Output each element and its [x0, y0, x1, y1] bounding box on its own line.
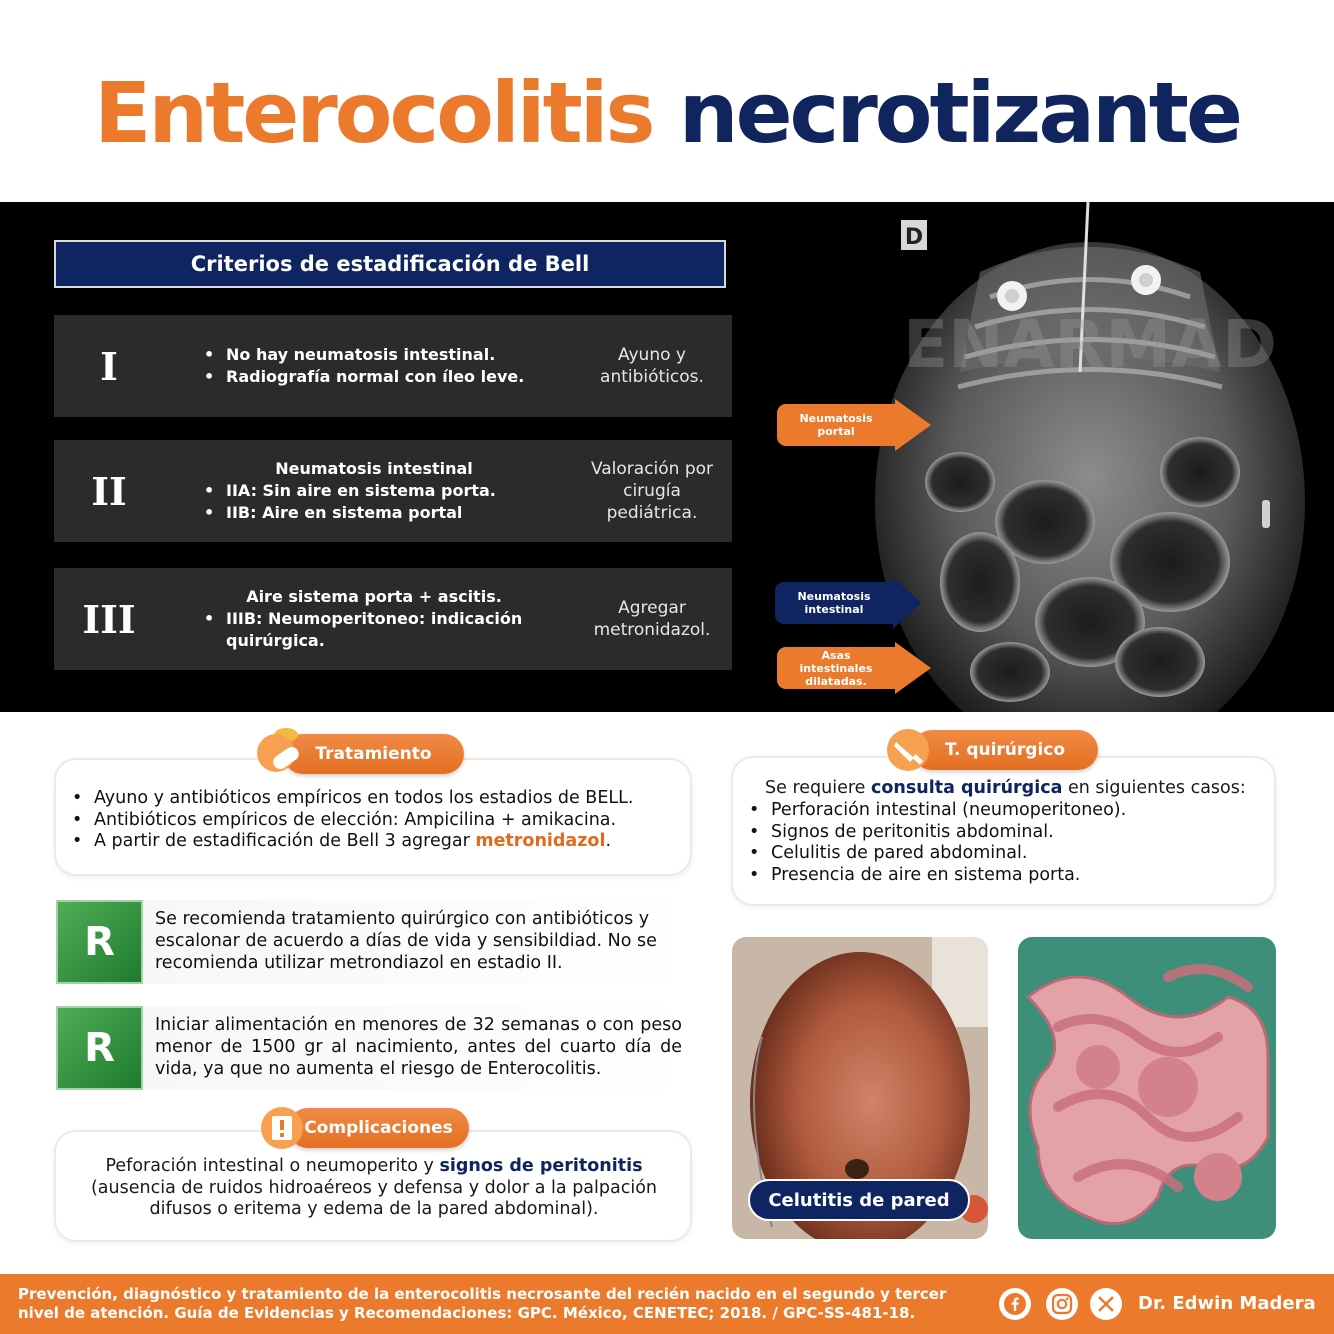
instagram-icon[interactable] — [1046, 1288, 1078, 1320]
treatment-item: • Antibióticos empíricos de elección: Ampicilina + amikacina. — [72, 810, 682, 832]
stage-action: Ayuno y antibióticos. — [600, 345, 704, 387]
surgical-list — [749, 800, 1269, 886]
footer — [0, 1274, 1334, 1334]
surgical-intro — [765, 778, 1246, 800]
stage-bullet: • IIA: Sin aire en sistema porta. — [204, 480, 584, 502]
bell-criteria-header: Criterios de estadificación de Bell — [54, 240, 726, 288]
surgical-label: T. quirúrgico — [912, 730, 1098, 770]
stage-description — [204, 568, 584, 670]
page-title — [0, 58, 1334, 168]
photo-label: Celutitis de pared — [748, 1179, 970, 1221]
surgical-item: • Perforación intestinal (neumoperitoneo). — [749, 800, 1269, 822]
treatment-box — [54, 758, 692, 876]
metronidazol-highlight: metronidazol — [475, 831, 606, 851]
treatment-item: • Ayuno y antibióticos empíricos en todos los estadios de BELL. — [72, 788, 682, 810]
warning-doc-icon — [258, 1106, 306, 1150]
title-part-2: necrotizante — [678, 64, 1240, 162]
callout-label: Neumatosis portal — [777, 404, 895, 446]
stage-bullet: • IIIB: Neumoperitoneo: indicación quirúrgica. — [204, 608, 584, 652]
stage-numeral: III — [82, 596, 136, 642]
stage-description — [204, 315, 584, 417]
callout-neumatosis-portal — [777, 404, 931, 446]
x-icon[interactable] — [1090, 1288, 1122, 1320]
callout-neumatosis-intestinal — [775, 582, 921, 624]
surgical-intro-suffix: en siguientes casos: — [1062, 778, 1246, 798]
stage-action: Agregar metronidazol. — [593, 598, 711, 640]
complications-text — [76, 1156, 672, 1221]
recommendation-2 — [56, 1006, 692, 1090]
footer-reference: Prevención, diagnóstico y tratamiento de la enterocolitis necrosante del recién nacido en el segundo y tercer nivel de atención. Guía de Evidencias y Recomendaciones: GPC. México, CENETEC; 2018. / GPC-SS-481-18. — [18, 1285, 947, 1322]
peritonitis-highlight: signos de peritonitis — [439, 1156, 643, 1176]
treatment-item-text: A partir de estadificación de Bell 3 agregar — [94, 831, 476, 851]
complications-label: Complicaciones — [288, 1108, 469, 1148]
author-name: Dr. Edwin Madera — [1138, 1293, 1316, 1314]
bell-stage-2 — [54, 440, 732, 542]
stage-bullet: • IIB: Aire en sistema portal — [204, 502, 584, 524]
stage-numeral: I — [100, 343, 118, 389]
complications-text-end: (ausencia de ruidos hidroaéreos y defensa y dolor a la palpación difusos o eritema y edema de la pared abdominal). — [90, 1177, 658, 1219]
title-part-1: Enterocolitis — [94, 64, 653, 162]
callout-arrow — [893, 577, 921, 629]
scalpel-icon — [884, 728, 932, 772]
stage-description — [204, 440, 584, 542]
callout-arrow — [895, 399, 931, 451]
callout-label: Asas intestinales dilatadas. — [777, 647, 895, 689]
xray-illustration — [840, 202, 1334, 712]
callout-label: Neumatosis intestinal — [775, 582, 893, 624]
bell-stage-3 — [54, 568, 732, 670]
recommendation-text: Iniciar alimentación en menores de 32 semanas o con peso menor de 1500 gr al nacimiento, antes del cuarto día de vida, ya que no aumenta el riesgo de Enterocolitis. — [143, 1006, 692, 1090]
stage-bullet: • Radiografía normal con íleo leve. — [204, 366, 584, 388]
watermark: ENARMAD — [903, 306, 1277, 383]
abdominal-xray-image — [840, 202, 1334, 712]
stage-action: Valoración por cirugía pediátrica. — [590, 459, 714, 523]
recommendation-badge: R — [56, 1006, 143, 1090]
recommendation-text: Se recomienda tratamiento quirúrgico con antibióticos y escalonar de acuerdo a días de vida y sensibildiad. No se recomienda utilizar metrondiazol en estadio II. — [143, 900, 692, 984]
surgical-item: • Presencia de aire en sistema porta. — [749, 865, 1269, 887]
treatment-list — [72, 788, 682, 853]
treatment-item-suffix: . — [605, 831, 612, 851]
callout-arrow — [895, 642, 931, 694]
stage-bullet: • No hay neumatosis intestinal. — [204, 344, 584, 366]
stage-heading: Neumatosis intestinal — [275, 459, 473, 478]
bell-stage-1 — [54, 315, 732, 417]
recommendation-1 — [56, 900, 692, 984]
surgical-item: • Signos de peritonitis abdominal. — [749, 822, 1269, 844]
surgical-item: • Celulitis de pared abdominal. — [749, 843, 1269, 865]
treatment-label: Tratamiento — [283, 734, 464, 774]
surgical-intro-text: Se requiere — [765, 778, 871, 798]
stage-heading: Aire sistema porta + ascitis. — [246, 587, 502, 606]
callout-asas-dilatadas — [777, 647, 931, 689]
bell-staging-panel — [0, 202, 1334, 712]
surgical-box — [731, 756, 1276, 906]
complications-text-start: Peforación intestinal o neumoperito y — [105, 1156, 440, 1176]
consulta-highlight: consulta quirúrgica — [870, 778, 1063, 798]
treatment-item — [72, 831, 682, 853]
recommendation-badge: R — [56, 900, 143, 984]
facebook-icon[interactable] — [999, 1288, 1031, 1320]
pills-icon — [250, 725, 306, 775]
xray-marker: D — [904, 225, 924, 250]
stage-numeral: II — [91, 468, 127, 514]
intestines-photo — [1018, 937, 1276, 1239]
